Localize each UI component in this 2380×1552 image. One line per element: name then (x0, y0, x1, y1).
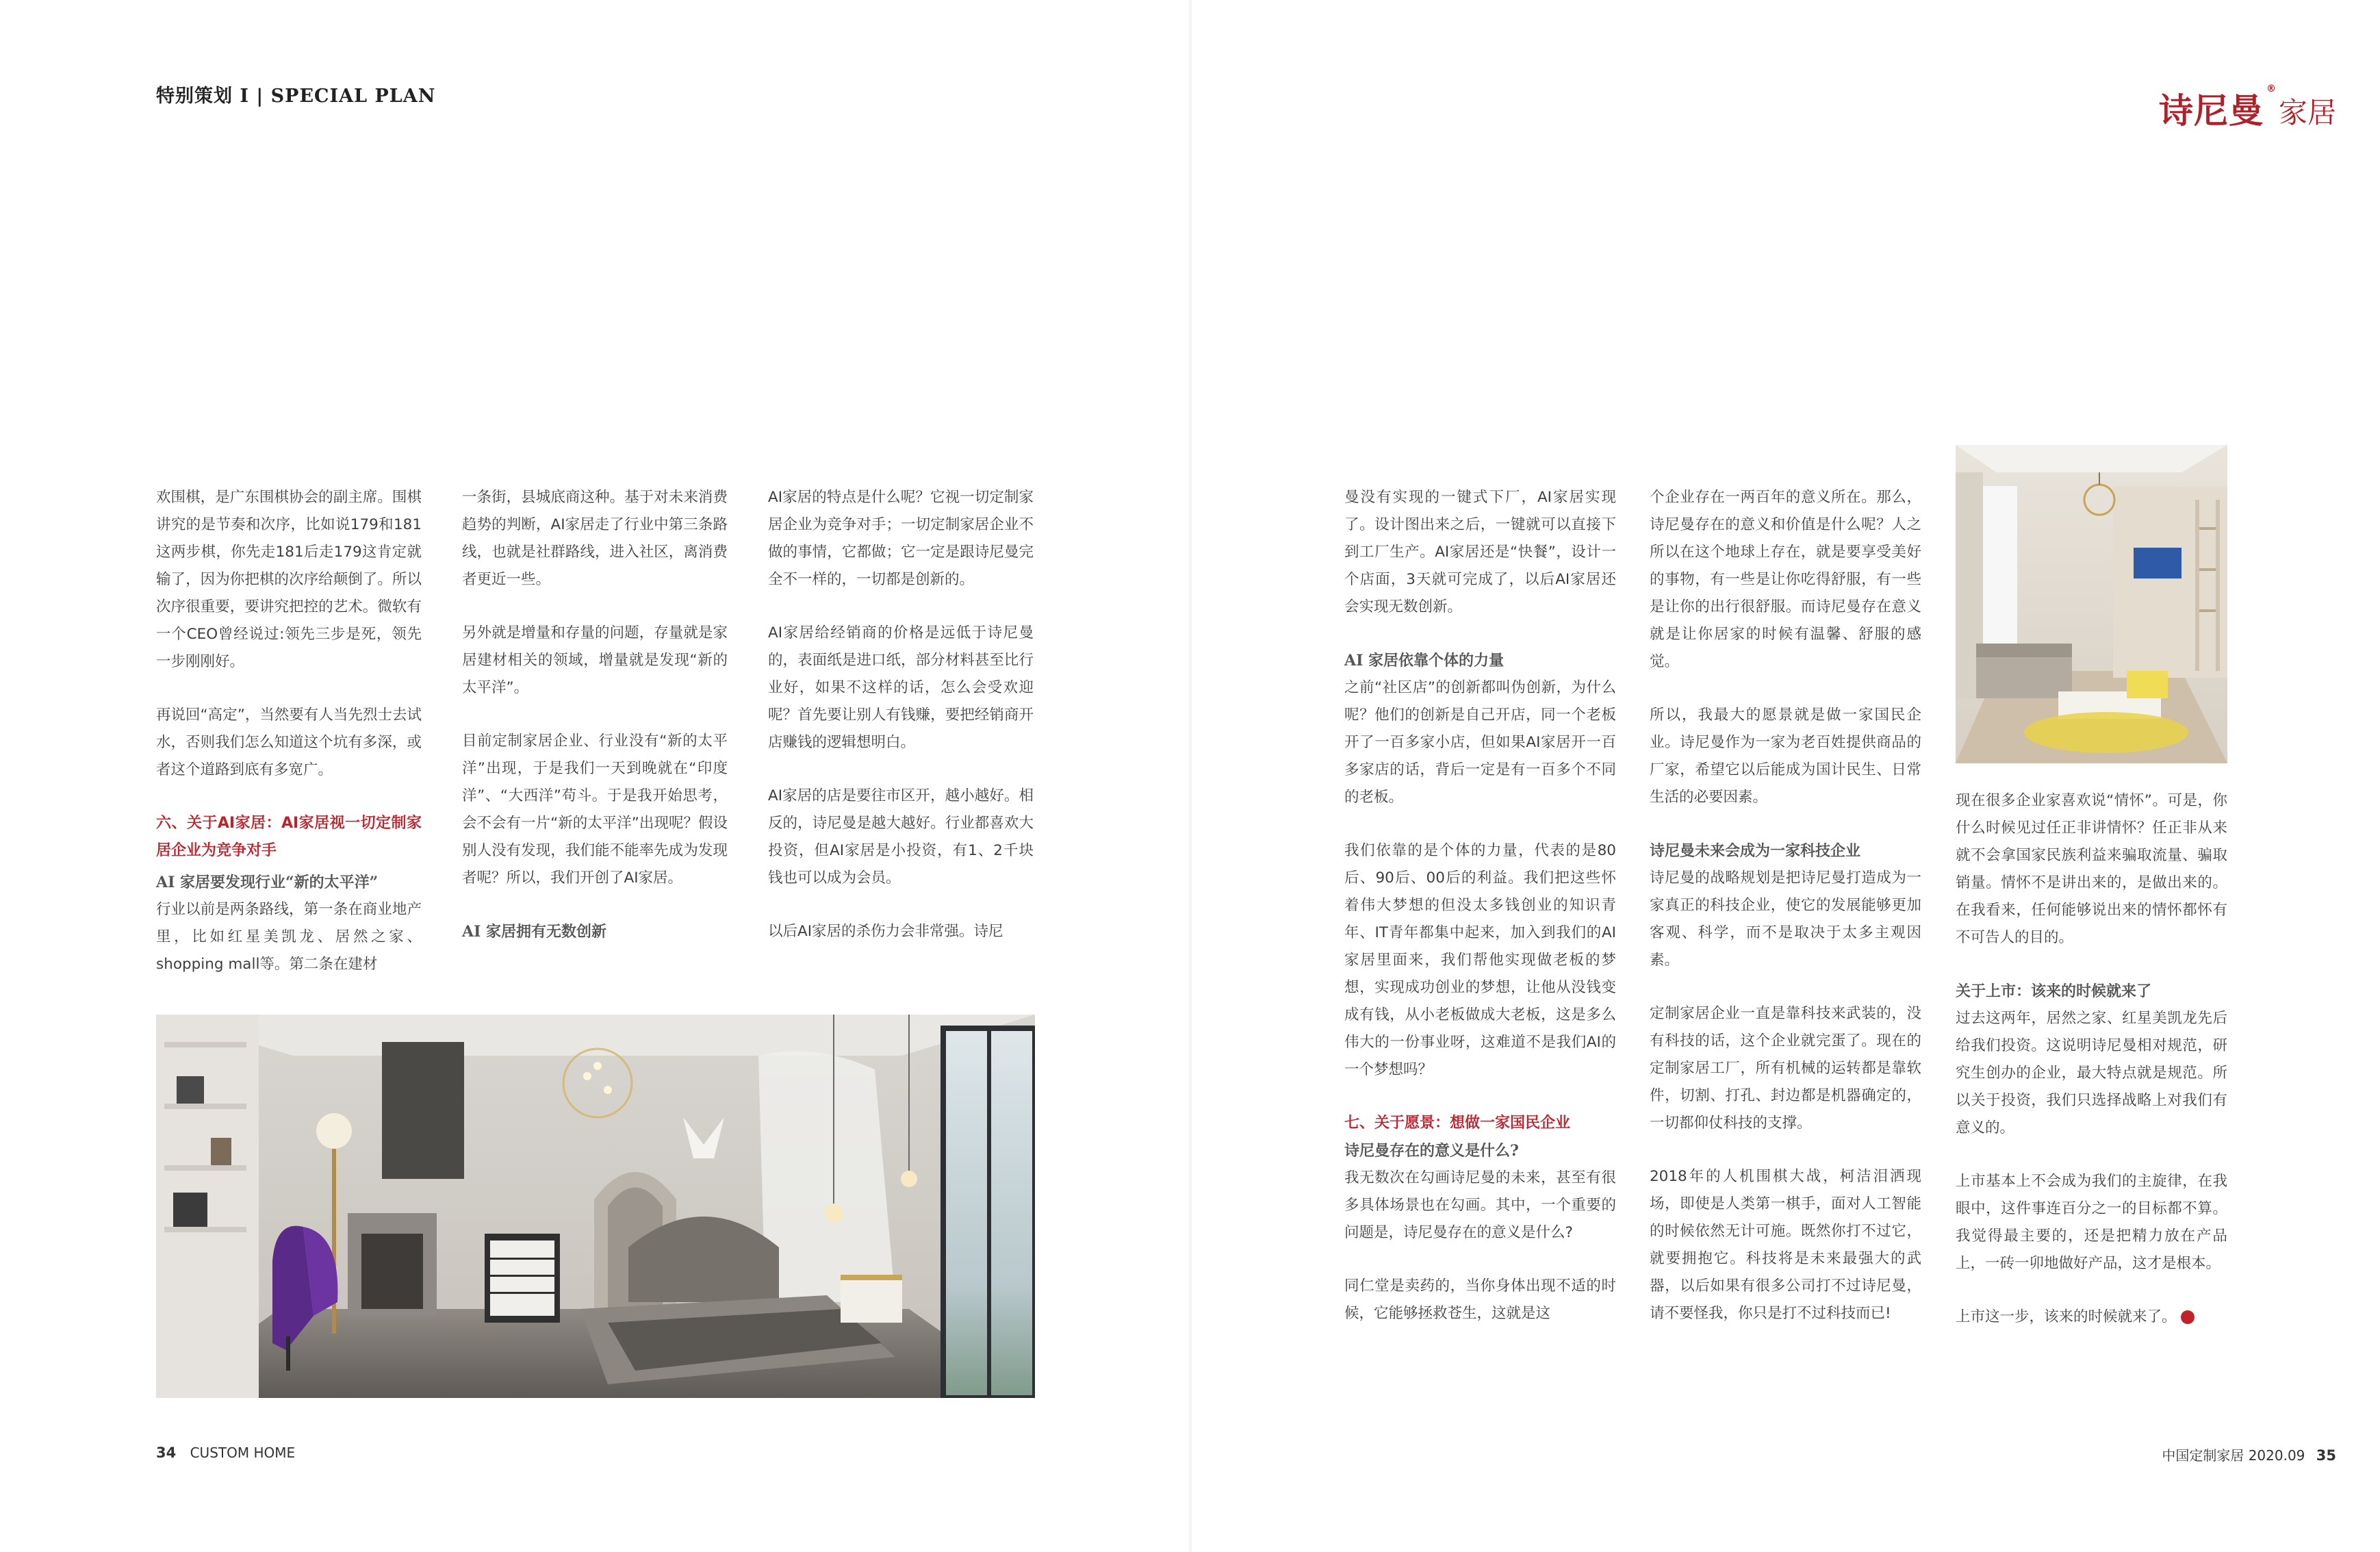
brand-name: 诗尼曼 (2158, 91, 2264, 131)
right-footer (2162, 1445, 2336, 1464)
paragraph-text: 上市这一步，该来的时候就来了。 (1956, 1308, 2177, 1325)
registered-mark: ® (2266, 84, 2276, 94)
paragraph: 欢围棋，是广东围棋协会的副主席。围棋讲究的是节奏和次序，比如说179和181这两步棋，你先走181后走179这肯定就输了，因为你把棋的次序给颠倒了。所以次序很重要，要讲究把控的艺术。微软有一个CEO曾经说过:领先三步是死，领先一步刚刚好。 (156, 489, 422, 670)
magazine-issue: 中国定制家居 2020.09 (2162, 1447, 2305, 1464)
paragraph: 行业以前是两条路线，第一条在商业地产里，比如红星美凯龙、居然之家、shopping mall等。第二条在建材 (156, 901, 422, 973)
paragraph: AI家居的特点是什么呢？它视一切定制家居企业为竞争对手；一切定制家居企业不做的事情，它都做；它一定是跟诗尼曼完全不一样的，一切都是创新的。 (768, 489, 1034, 588)
paragraph: 过去这两年，居然之家、红星美凯龙先后给我们投资。这说明诗尼曼相对规范，研究生创办的企业，最大特点就是规范。所以关于投资，我们只选择战略上对我们有意义的。 (1956, 1010, 2227, 1136)
brand-logo (2159, 84, 2336, 133)
section-heading-6: 六、关于AI家居：AI家居视一切定制家居企业为竞争对手 (156, 815, 422, 859)
subheading: AI 家居拥有无数创新 (462, 923, 607, 941)
paragraph: 个企业存在一两百年的意义所在。那么，诗尼曼存在的意义和价值是什么呢？人之所以在这个地球上存在，就是要享受美好的事物，有一些是让你吃得舒服，有一些是让你的出行很舒服。而诗尼曼存在意义就是让你居家的时候有温馨、舒服的感觉。 (1650, 489, 1921, 670)
section-header: 特别策划 I | SPECIAL PLAN (156, 86, 436, 107)
paragraph: AI家居给经销商的价格是远低于诗尼曼的，表面纸是进口纸，部分材料甚至比行业好，如果不这样的话，怎么会受欢迎呢？首先要让别人有钱赚，要把经销商开店赚钱的逻辑想明白。 (768, 624, 1034, 751)
page-number: 34 (156, 1445, 177, 1461)
subheading: 诗尼曼未来会成为一家科技企业 (1650, 842, 1861, 860)
paragraph: 同仁堂是卖药的，当你身体出现不适的时候，它能够拯救苍生，这就是这 (1344, 1277, 1616, 1322)
paragraph: 我们依靠的是个体的力量，代表的是80后、90后、00后的利益。我们把这些怀着伟大梦想的但没太多钱创业的知识青年、IT青年都集中起来，加入到我们的AI家居里面来，我们帮他实现做老板的梦想，实现成功创业的梦想，让他从没钱变成有钱，从小老板做成大老板，这是多么伟大的一份事业呀，这难道不是我们AI的一个梦想吗？ (1344, 842, 1616, 1078)
left-footer (156, 1445, 295, 1461)
paragraph: 上市基本上不会成为我们的主旋律，在我眼中，这件事连百分之一的目标都不算。我觉得最主要的，还是把精力放在产品上，一砖一卯地做好产品，这才是根本。 (1956, 1173, 2227, 1272)
paragraph: 目前定制家居企业、行业没有“新的太平洋”出现，于是我们一天到晚就在“印度洋”、“大西洋”苟斗。于是我开始思考，会不会有一片“新的太平洋”出现呢？假设别人没有发现，我们能不能率先成为发现者呢？所以，我们开创了AI家居。 (462, 733, 728, 887)
right-column-1 (1344, 484, 1616, 1353)
subheading: AI 家居依靠个体的力量 (1344, 652, 1505, 670)
left-column-2 (462, 484, 728, 945)
paragraph: 之前“社区店”的创新都叫伪创新，为什么呢？他们的创新是自己开店，同一个老板开了一百多家小店，但如果AI家居开一百多家店的话，背后一定是有一百多个不同的老板。 (1344, 679, 1616, 806)
bedroom-photo (156, 1015, 1035, 1398)
magazine-name: CUSTOM HOME (190, 1445, 296, 1461)
paragraph: 诗尼曼的战略规划是把诗尼曼打造成为一家真正的科技企业，使它的发展能够更加客观、科学，而不是取决于太多主观因素。 (1650, 869, 1921, 969)
subheading: AI 家居要发现行业“新的太平洋” (156, 874, 379, 891)
brand-suffix: 家居 (2278, 96, 2336, 129)
paragraph: 所以，我最大的愿景就是做一家国民企业。诗尼曼作为一家为老百姓提供商品的厂家，希望它以后能成为国计民生、日常生活的必要因素。 (1650, 707, 1921, 806)
paragraph: 定制家居企业一直是靠科技来武装的，没有科技的话，这个企业就完蛋了。现在的定制家居工厂，所有机械的运转都是靠软件，切割、打孔、封边都是机器确定的，一切都仰仗科技的支撑。 (1650, 1005, 1921, 1132)
section-heading-7: 七、关于愿景：想做一家国民企业 (1344, 1115, 1571, 1132)
left-column-3 (768, 484, 1034, 971)
paragraph: 一条街，县城底商这种。基于对未来消费趋势的判断，AI家居走了行业中第三条路线，也就是社群路线，进入社区，离消费者更近一些。 (462, 489, 728, 588)
subheading: 关于上市：该来的时候就来了 (1956, 982, 2152, 1000)
subheading: 诗尼曼存在的意义是什么? (1344, 1142, 1519, 1160)
right-column-2 (1650, 484, 1921, 1353)
paragraph: 曼没有实现的一键式下厂，AI家居实现了。设计图出来之后，一键就可以直接下到工厂生产。AI家居还是“快餐”，设计一个店面，3天就可完成了，以后AI家居还会实现无数创新。 (1344, 489, 1616, 615)
paragraph: AI家居的店是要往市区开，越小越好。相反的，诗尼曼是越大越好。行业都喜欢大投资，但AI家居是小投资，有1、2千块钱也可以成为会员。 (768, 787, 1034, 887)
paragraph: 我无数次在勾画诗尼曼的未来，甚至有很多具体场景也在勾画。其中，一个重要的问题是，诗尼曼存在的意义是什么? (1344, 1169, 1616, 1241)
paragraph: 另外就是增量和存量的问题，存量就是家居建材相关的领域，增量就是发现“新的太平洋”。 (462, 624, 728, 696)
left-column-1 (156, 484, 422, 1004)
paragraph: 再说回“高定”，当然要有人当先烈士去试水，否则我们怎么知道这个坑有多深，或者这个道路到底有多宽广。 (156, 707, 422, 778)
closing-paragraph (1956, 1303, 2227, 1331)
paragraph: 以后AI家居的杀伤力会非常强。诗尼 (768, 923, 1003, 940)
living-room-photo (1956, 445, 2227, 763)
page-number: 35 (2316, 1447, 2336, 1464)
right-page (1190, 0, 2380, 1552)
right-column-3 (1956, 787, 2227, 1331)
paragraph: 现在很多企业家喜欢说“情怀”。可是，你什么时候见过任正非讲情怀？任正非从来就不会拿国家民族利益来骗取流量、骗取销量。情怀不是讲出来的，是做出来的。在我看来，任何能够说出来的情怀都怀有不可告人的目的。 (1956, 792, 2227, 946)
paragraph: 2018年的人机围棋大战，柯洁泪洒现场，即使是人类第一棋手，面对人工智能的时候依然无计可施。既然你打不过它，就要拥抱它。科技将是未来最强大的武器，以后如果有很多公司打不过诗尼曼，请不要怪我，你只是打不过科技而已! (1650, 1168, 1921, 1322)
end-mark-icon (2181, 1310, 2195, 1324)
